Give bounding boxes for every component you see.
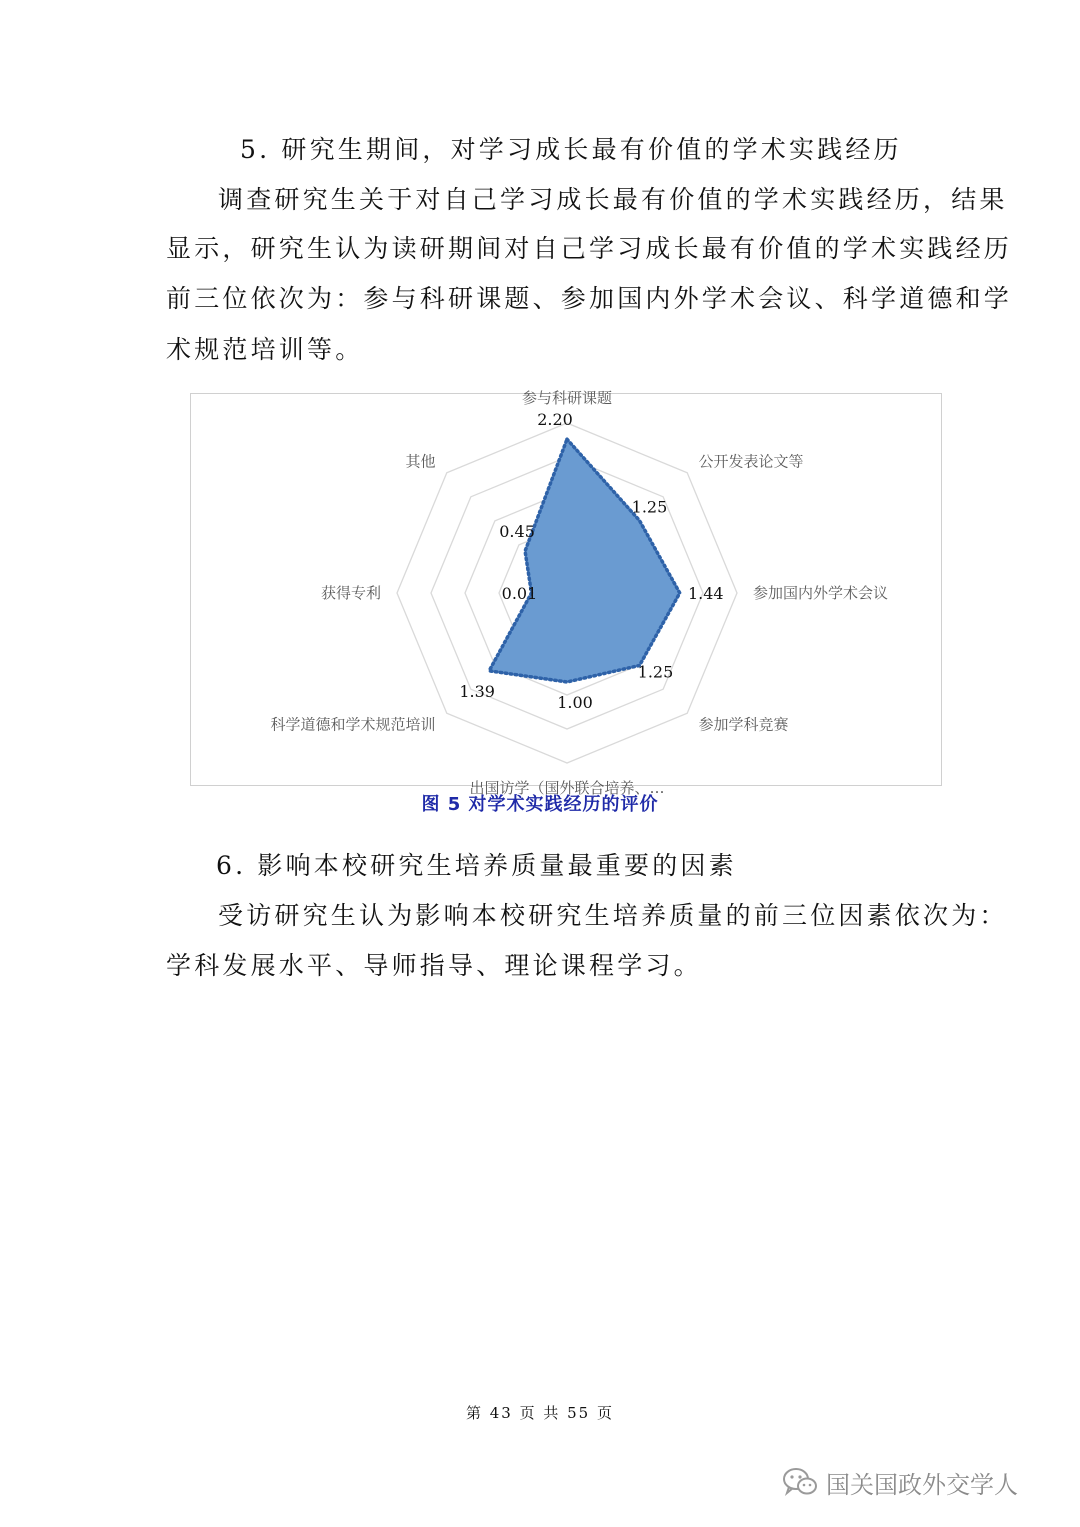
figure-caption: 图 5 对学术实践经历的评价	[421, 794, 659, 815]
radar-chart	[190, 389, 942, 797]
radar-category-label: 获得专利	[320, 584, 381, 602]
wechat-icon	[782, 1467, 818, 1497]
radar-value-label: 1.25	[631, 497, 668, 517]
section-6-paragraph-line: 学科发展水平、导师指导、理论课程学习。	[166, 951, 702, 980]
page-footer: 第 43 页 共 55 页	[465, 1404, 614, 1422]
section-5-paragraph-line: 调查研究生关于对自己学习成长最有价值的学术实践经历，结果	[218, 185, 1008, 214]
section-5-heading: 5. 研究生期间，对学习成长最有价值的学术实践经历	[240, 135, 902, 164]
radar-category-label: 参加国内外学术会议	[753, 584, 889, 602]
section-6-paragraph-line: 受访研究生认为影响本校研究生培养质量的前三位因素依次为：	[218, 901, 1008, 930]
section-6-heading: 6. 影响本校研究生培养质量最重要的因素	[216, 851, 737, 880]
radar-category-label: 其他	[405, 452, 436, 471]
watermark	[782, 1464, 1018, 1500]
radar-series-area	[489, 439, 680, 682]
radar-value-label: 0.45	[499, 522, 535, 542]
radar-chart-svg	[191, 389, 943, 797]
radar-category-label: 公开发表论文等	[698, 452, 804, 471]
section-5-paragraph-line: 显示，研究生认为读研期间对自己学习成长最有价值的学术实践经历	[166, 234, 1013, 263]
section-5-paragraph-line: 前三位依次为：参与科研课题、参加国内外学术会议、科学道德和学	[166, 284, 1013, 313]
radar-value-label: 2.20	[537, 410, 573, 430]
radar-value-label: 1.44	[687, 584, 724, 603]
radar-value-label: 0.01	[501, 584, 538, 603]
section-5-paragraph-line: 术规范培训等。	[166, 335, 364, 364]
watermark-text: 国关国政外交学人	[826, 1470, 1018, 1499]
radar-category-label: 出国访学（国外联合培养、…	[469, 779, 665, 797]
radar-category-label: 科学道德和学术规范培训	[270, 715, 436, 734]
radar-series	[489, 439, 680, 682]
radar-category-label: 参加学科竞赛	[698, 715, 789, 734]
radar-value-label: 1.25	[637, 662, 674, 682]
radar-value-label: 1.39	[459, 681, 495, 701]
radar-category-label: 参与科研课题	[521, 389, 613, 407]
radar-value-label: 1.00	[557, 693, 593, 712]
